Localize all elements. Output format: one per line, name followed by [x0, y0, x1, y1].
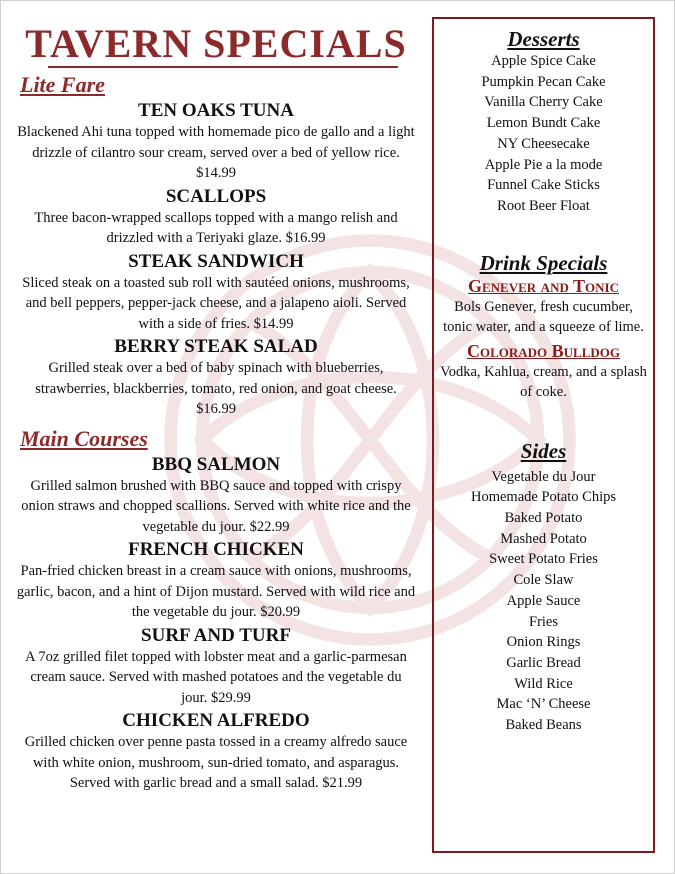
- menu-item-description: Sliced steak on a toasted sub roll with sautéed onions, mushrooms, and bell peppers, pepper-jack cheese, and a jalapeno aioli. Served with a side of fries. $14.99: [22, 274, 410, 332]
- menu-item: [14, 710, 418, 794]
- menu-item-description: Three bacon-wrapped scallops topped with a mango relish and drizzled with a Teriyaki glaze. $16.99: [34, 209, 398, 246]
- drink-specials-heading: Drink Specials: [479, 250, 608, 275]
- list-item: Fries: [529, 613, 558, 630]
- menu-item: [14, 186, 418, 249]
- menu-item-name: BERRY STEAK SALAD: [114, 336, 318, 357]
- list-item: Pumpkin Pecan Cake: [481, 73, 606, 90]
- menu-item-description: Pan-fried chicken breast in a cream sauce with onions, mushrooms, garlic, bacon, and a hint of Dijon mustard. Served with wild rice and the vegetable du jour. $20.99: [16, 563, 416, 620]
- list-item: Apple Sauce: [506, 592, 581, 609]
- menu-item: [14, 251, 418, 335]
- section-heading-lite-fare: Lite Fare: [20, 72, 105, 97]
- menu-item-description: Grilled steak over a bed of baby spinach with blueberries, strawberries, blackberries, tomato, red onion, and goat cheese. $16.99: [35, 360, 397, 417]
- list-item: NY Cheesecake: [497, 135, 590, 152]
- list-item: Homemade Potato Chips: [471, 489, 616, 506]
- list-item: Funnel Cake Sticks: [487, 177, 600, 194]
- drink-description: Vodka, Kahlua, cream, and a splash of coke.: [440, 363, 647, 401]
- menu-item-name: BBQ SALMON: [151, 453, 281, 475]
- section-heading-main-courses: Main Courses: [20, 425, 148, 451]
- list-item: Apple Pie a la mode: [484, 156, 603, 173]
- drink-description: Bols Genever, fresh cucumber, tonic water, and a squeeze of lime.: [443, 298, 644, 336]
- menu-item-name: CHICKEN ALFREDO: [122, 710, 310, 731]
- sidebar-panel: [432, 17, 655, 853]
- list-item: Vanilla Cherry Cake: [484, 94, 603, 111]
- list-item: Cole Slaw: [513, 572, 574, 589]
- list-item: Lemon Bundt Cake: [486, 115, 601, 132]
- title-underline: [48, 66, 398, 68]
- menu-item: [14, 454, 418, 538]
- page-title: TAVERN SPECIALS: [25, 21, 407, 66]
- list-item: Sweet Potato Fries: [489, 551, 598, 568]
- list-item: Onion Rings: [506, 634, 581, 651]
- menu-item-name: SURF AND TURF: [141, 624, 291, 646]
- menu-item-name: STEAK SANDWICH: [128, 250, 304, 272]
- main-menu-column: [14, 22, 418, 794]
- list-item: Apple Spice Cake: [491, 53, 596, 69]
- menu-item: [14, 100, 418, 184]
- menu-item: [14, 625, 418, 709]
- menu-item-description: Grilled salmon brushed with BBQ sauce and topped with crispy onion straws and chopped scallions. Served with white rice and the vegetable du jour. $22.99: [21, 477, 411, 535]
- list-item: Wild Rice: [514, 675, 573, 692]
- list-item: Baked Potato: [504, 510, 583, 527]
- list-item: Vegetable du Jour: [491, 468, 596, 485]
- menu-item-name: SCALLOPS: [165, 185, 267, 207]
- drink-name: Colorado Bulldog: [466, 340, 621, 361]
- list-item: Mac ‘N’ Cheese: [496, 696, 591, 713]
- drink-name: Genever and Tonic: [468, 275, 619, 296]
- list-item: Baked Beans: [505, 717, 582, 734]
- list-item: Root Beer Float: [497, 197, 590, 214]
- menu-item: [14, 539, 418, 623]
- list-item: Garlic Bread: [506, 654, 581, 671]
- menu-item-name: TEN OAKS TUNA: [138, 100, 294, 121]
- sides-heading: Sides: [520, 438, 567, 463]
- menu-item-description: A 7oz grilled filet topped with lobster meat and a garlic-parmesan cream sauce. Served with mashed potatoes and the vegetable du jour. $29.99: [25, 648, 407, 706]
- menu-item-name: FRENCH CHICKEN: [128, 539, 304, 560]
- list-item: Mashed Potato: [500, 530, 587, 547]
- desserts-heading: Desserts: [507, 27, 580, 51]
- menu-item: [14, 336, 418, 420]
- desserts-list: [434, 51, 653, 217]
- menu-item-description: Blackened Ahi tuna topped with homemade pico de gallo and a light drizzle of cilantro sour cream, served over a bed of yellow rice. $14.99: [17, 124, 415, 181]
- menu-item-description: Grilled chicken over penne pasta tossed in a creamy alfredo sauce with white onion, mushroom, sun-dried tomato, and asparagus. Served with garlic bread and a small salad. $21.99: [24, 734, 408, 791]
- sides-list: [434, 467, 653, 736]
